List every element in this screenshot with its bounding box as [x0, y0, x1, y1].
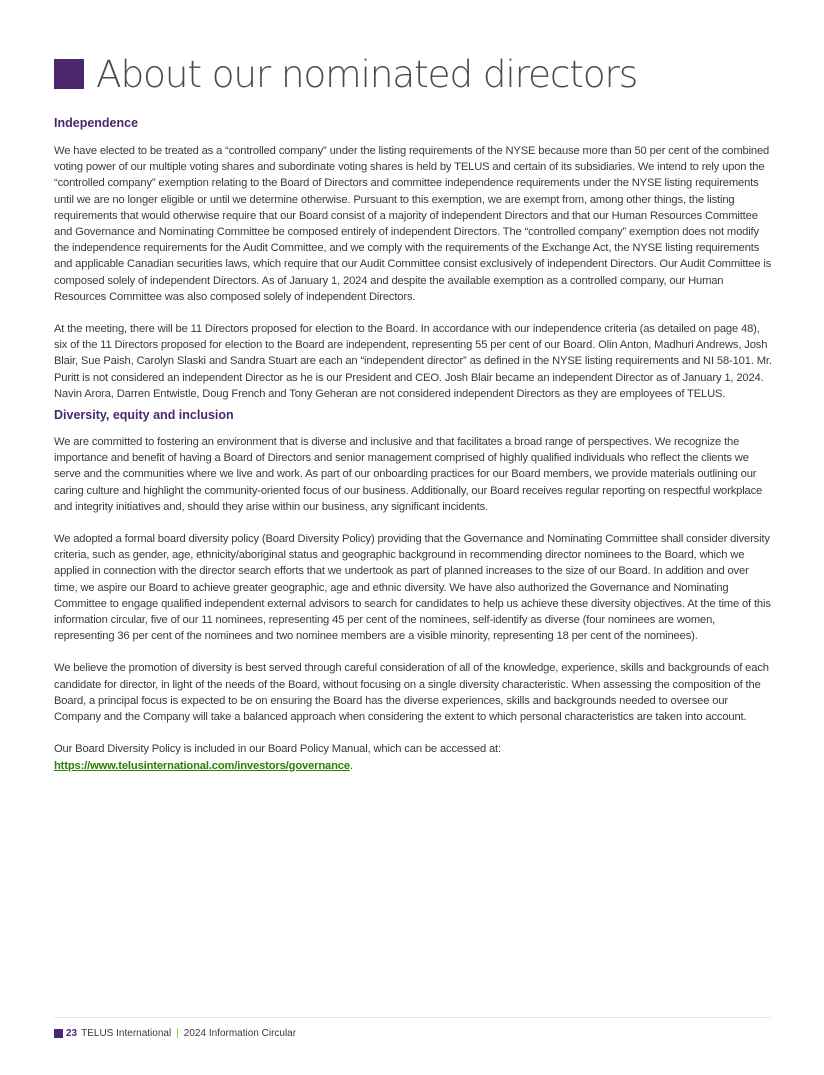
diversity-paragraph-2: We adopted a formal board diversity policy (Board Diversity Policy) providing that the Governance and Nominating Committee shall consider diversity criteria, such as gender, age, ethnicity/aboriginal status and geographic background in recommending director nominees to the Board, which we applied in connection with the director search efforts that we undertook as part of planned increases to the size of our Board. In addition and over time, we aspire our Board to achieve greater geographic, age and ethnic diversity. We have also authorized the Governance and Nominating Committee to engage qualified independent external advisors to search for candidates to help us achieve these diversity objectives. At the time of this information circular, five of our 11 nominees, representing 45 per cent of the nominees, self-identify as diverse (four nominees are women, representing 36 per cent of the nominees and two nominee members are a visible minority, representing 18 per cent of the nominees).: [54, 533, 771, 643]
governance-link[interactable]: https://www.telusinternational.com/investors/governance: [54, 759, 350, 772]
policy-paragraph: [54, 741, 772, 773]
footer-company: TELUS International: [81, 1027, 172, 1039]
diversity-paragraph-3: We believe the promotion of diversity is best served through careful consideration of all of the knowledge, experience, skills and backgrounds of each candidate for director, in light of the needs of the Board, without focusing on a single diversity characteristic. When assessing the composition of the Board, a principal focus is expected to be on ensuring the Board has the diverse experiences, skills and backgrounds needed to oversee our Company and the Company will take a balanced approach when considering the extent to which personal characteristics are taken into account.: [54, 662, 769, 724]
independence-paragraph-2: At the meeting, there will be 11 Directors proposed for election to the Board. In accordance with our independence criteria (as detailed on page 48), six of the 11 Directors proposed for election to the Board are independent, representing 55 per cent of our Board. Olin Anton, Madhuri Andrews, Josh Blair, Sue Paish, Carolyn Slaski and Sandra Stuart are each an “independent director” as defined in the NYSE listing requirements and NI 58-101. Mr. Puritt is not considered an independent Director as he is our President and CEO. Josh Blair became an independent Director as of January 1, 2024. Navin Arora, Darren Entwistle, Doug French and Tony Geheran are not considered independent Directors as they are employees of TELUS.: [54, 323, 772, 400]
footer-separator: |: [176, 1027, 179, 1039]
page-title: About our nominated directors: [96, 52, 638, 96]
page-number: 23: [66, 1027, 78, 1039]
content: [54, 114, 772, 774]
title-square-marker: [54, 59, 84, 89]
page-header: [54, 52, 637, 96]
footer-document: 2024 Information Circular: [183, 1027, 297, 1039]
footer-square-marker: [54, 1029, 63, 1038]
diversity-paragraph-1: We are committed to fostering an environment that is diverse and inclusive and that facilitates a broad range of perspectives. We recognize the importance and benefit of having a Board of Directors and senior management comprised of highly qualified individuals who reflect the clients we serve and the communities where we live and work. As part of our onboarding practices for our Board members, we provide materials outlining our caring culture and highlight the community-oriented focus of our business. Additionally, our Board receives regular reporting on respectful workplace and integrity initiatives and, should they arise within our business, any significant incidents.: [54, 436, 763, 513]
policy-link-suffix: .: [349, 759, 353, 772]
section-heading-independence: Independence: [54, 116, 139, 130]
independence-paragraph-1: We have elected to be treated as a “controlled company” under the listing requirements of the NYSE because more than 50 per cent of the combined voting power of our multiple voting shares and subordinate voting shares is held by TELUS and certain of its subsidiaries. We intend to rely upon the “controlled company” exemption relating to the Board of Directors and committee independence requirements under the NYSE listing requirements until we are no longer eligible or until we determine otherwise. Pursuant to this exemption, we are exempt from, among other things, the listing requirements that would otherwise require that our Board consist of a majority of independent Directors and that our Human Resources Committee and Governance and Nominating Committee be composed entirely of independent Directors. The “controlled company” exemption does not modify the independence requirements for the Audit Committee, and we comply with the requirements of the Exchange Act, the NYSE listing requirements and applicable Canadian securities laws, which require that our Audit Committee consist exclusively of independent Directors. Our Audit Committee is composed solely of independent Directors. As of January 1, 2024 and despite the available exemption as a controlled company, our Human Resources Committee was also composed solely of independent Directors.: [54, 145, 772, 303]
section-heading-diversity: Diversity, equity and inclusion: [54, 408, 234, 423]
footer: [54, 1026, 296, 1040]
footer-divider: [54, 1017, 771, 1018]
policy-intro: Our Board Diversity Policy is included in our Board Policy Manual, which can be accessed at:: [54, 743, 501, 756]
